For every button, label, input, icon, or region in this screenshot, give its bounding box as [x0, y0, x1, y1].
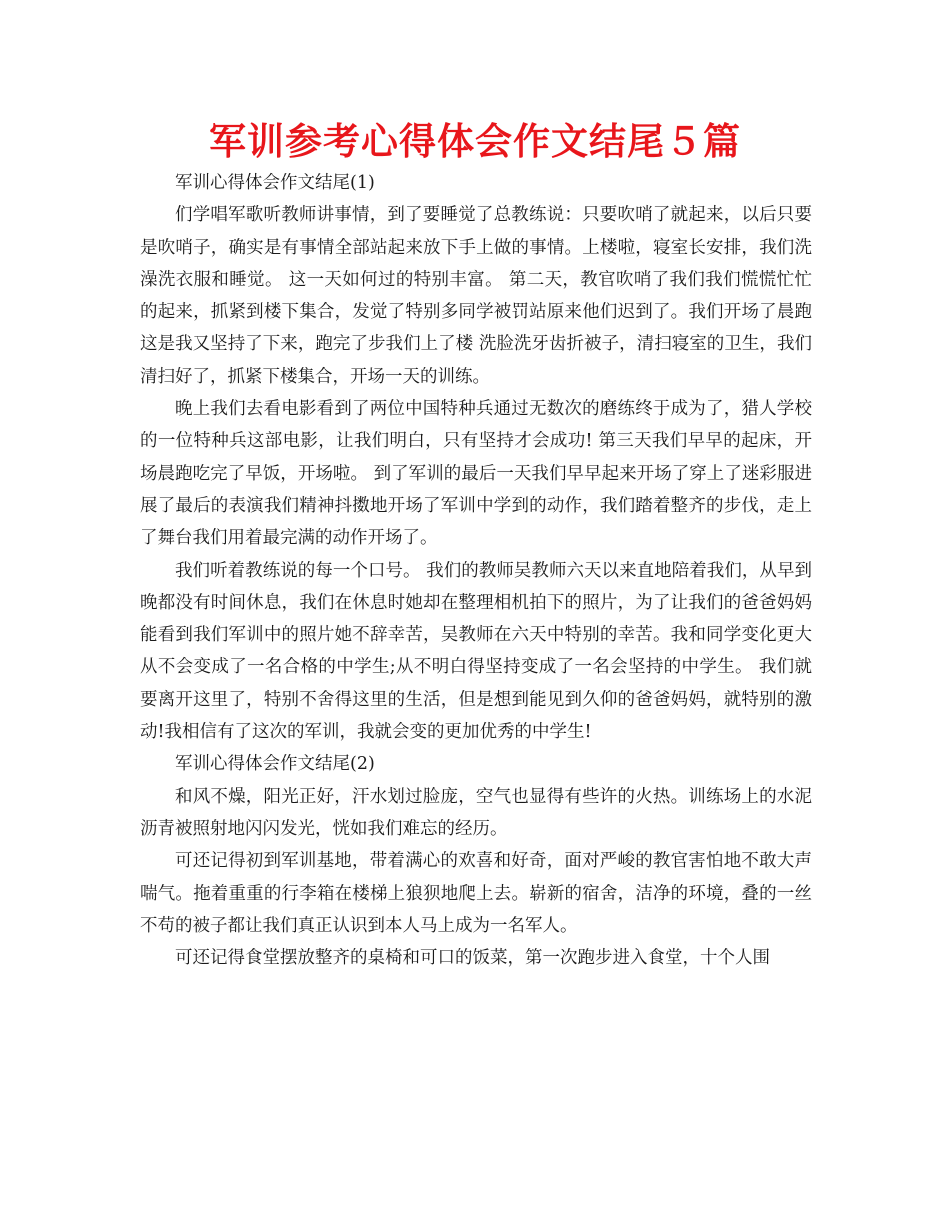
- paragraph: 可还记得初到军训基地，带着满心的欢喜和好奇，面对严峻的教官害怕地不敢大声喘气。拖着重重的行李箱在楼梯上狼狈地爬上去。崭新的宿舍，洁净的环境，叠的一丝不苟的被子都让我们真正认识到本人马上成为一名军人。: [140, 851, 812, 936]
- document-body: [140, 167, 812, 974]
- section-heading: 军训心得体会作文结尾(2): [175, 754, 375, 775]
- paragraph: 晚上我们去看电影看到了两位中国特种兵通过无数次的磨练终于成为了，猎人学校的一位特种兵这部电影，让我们明白，只有坚持才会成功! 第三天我们早早的起床，开场晨跑吃完了早饭，开场啦。 到了军训的最后一天我们早早起来开场了穿上了迷彩服进展了最后的表演我们精神抖擞地开场了军训中学到的动作，我们踏着整齐的步伐，走上了舞台我们用着最完满的动作开场了。: [140, 399, 812, 549]
- section-heading: 军训心得体会作文结尾(1): [175, 173, 375, 193]
- paragraph: 我们听着教练说的每一个口号。 我们的教师吴教师六天以来直地陪着我们，从早到晚都没有时间休息，我们在休息时她却在整理相机拍下的照片，为了让我们的爸爸妈妈能看到我们军训中的照片她不辞幸苦，吴教师在六天中特别的幸苦。我和同学变化更大从不会变成了一名合格的中学生;从不明白得坚持变成了一名会坚持的中学生。 我们就要离开这里了，特别不舍得这里的生活，但是想到能见到久仰的爸爸妈妈，就特别的激动!我相信有了这次的军训，我就会变的更加优秀的中学生!: [140, 560, 812, 743]
- paragraph: 和风不燥，阳光正好，汗水划过脸庞，空气也显得有些许的火热。训练场上的水泥沥青被照射地闪闪发光，恍如我们难忘的经历。: [140, 786, 812, 839]
- document-title: 军训参考心得体会作文结尾５篇: [209, 120, 741, 163]
- paragraph: 们学唱军歌听教师讲事情，到了要睡觉了总教练说：只要吹哨了就起来，以后只要是吹哨子，确实是有事情全部站起来放下手上做的事情。上楼啦，寝室长安排，我们洗澡洗衣服和睡觉。 这一天如何过的特别丰富。 第二天，教官吹哨了我们我们慌慌忙忙的起来，抓紧到楼下集合，发觉了特别多同学被罚站原来他们迟到了。我们开场了晨跑这是我又坚持了下来，跑完了步我们上了楼 洗脸洗牙齿折被子，清扫寝室的卫生，我们清扫好了，抓紧下楼集合，开场一天的训练。: [140, 205, 812, 387]
- paragraph: 可还记得食堂摆放整齐的桌椅和可口的饭菜，第一次跑步进入食堂，十个人围: [175, 948, 770, 969]
